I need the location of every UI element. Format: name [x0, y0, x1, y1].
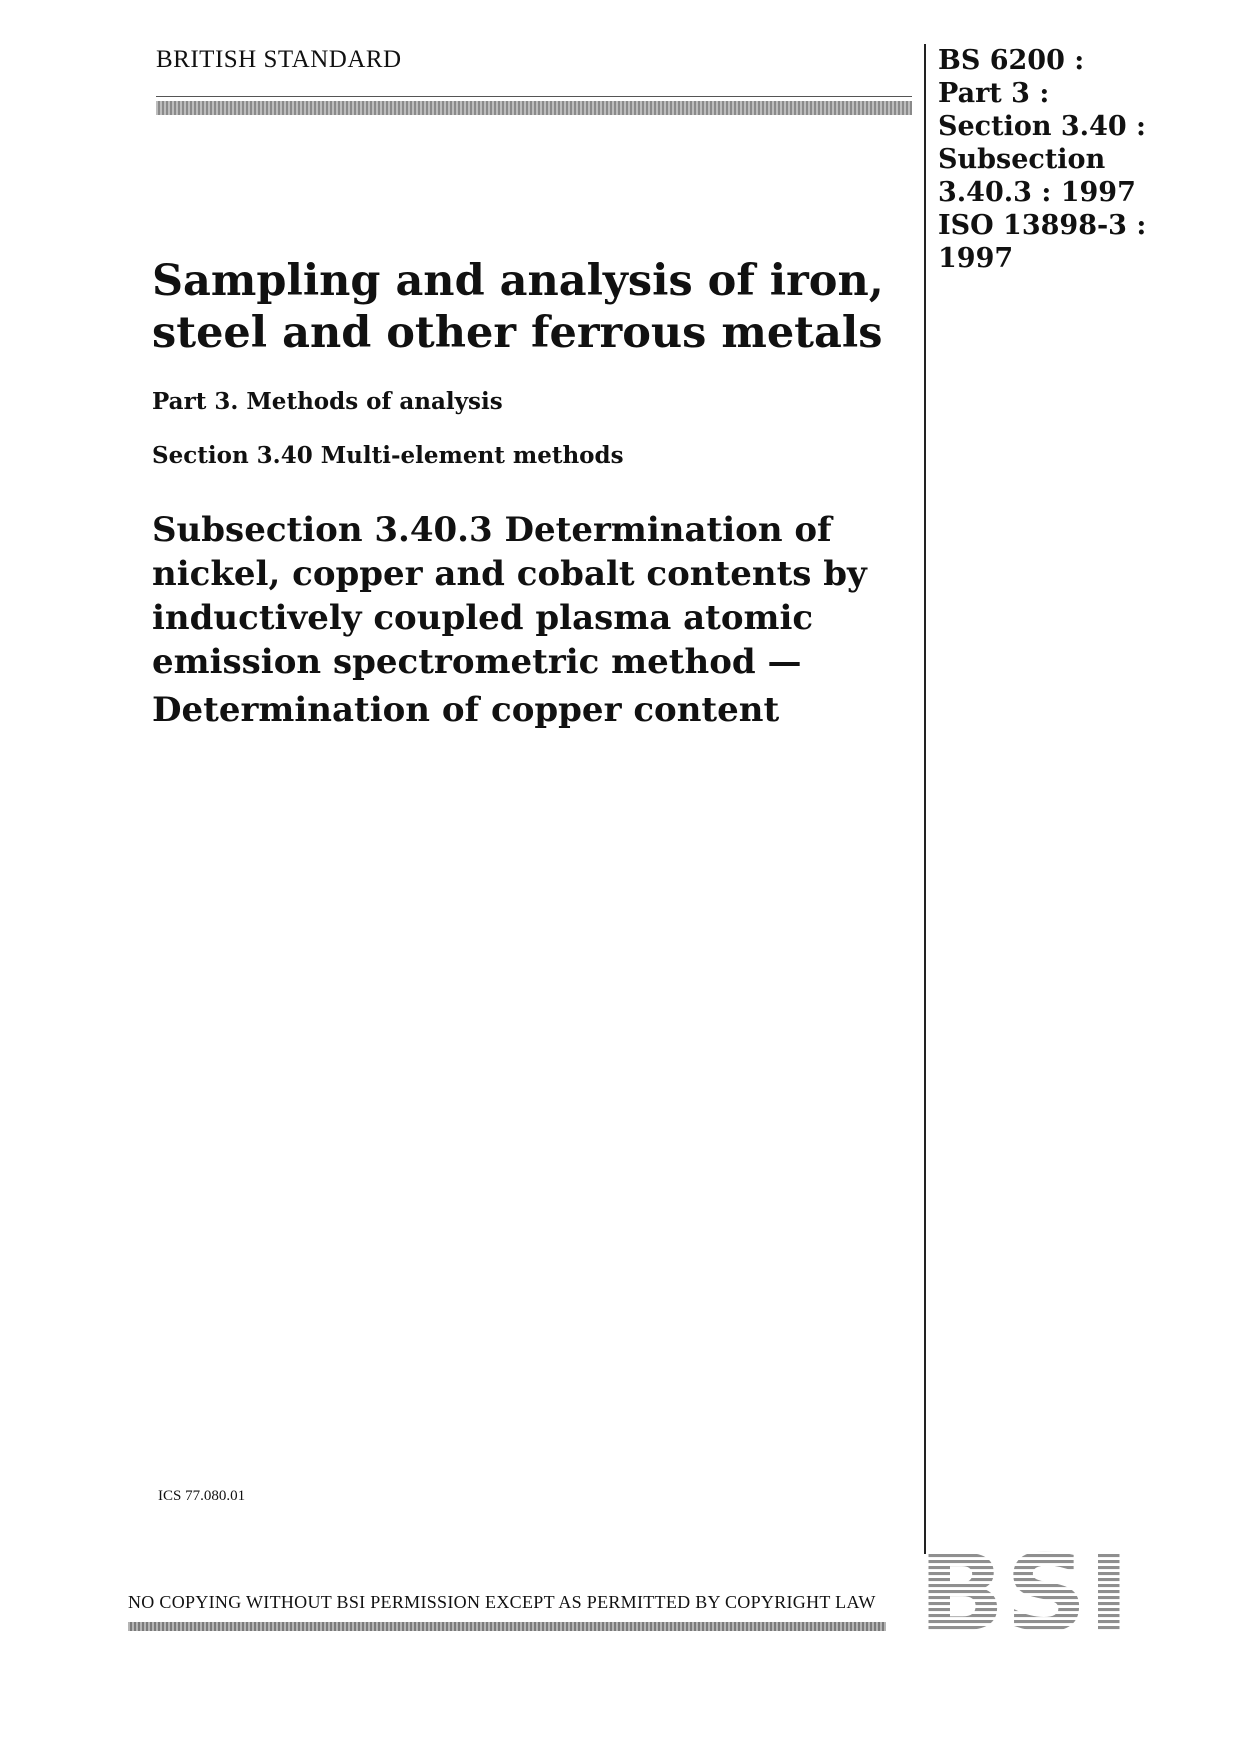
ics-code: ICS 77.080.01	[158, 1488, 246, 1504]
designation-line: Part 3 :	[938, 78, 1050, 109]
subsection-title	[152, 508, 912, 732]
footer-hatched-bar	[128, 1622, 886, 1631]
main-title: Sampling and analysis of iron, steel and other ferrous metals	[152, 256, 884, 358]
designation-line: Section 3.40 :	[938, 111, 1147, 142]
subsection-heading: Subsection 3.40.3 Determination of nickel, copper and cobalt contents by inductively coupled plasma atomic emission spectrometric method —	[152, 510, 867, 682]
designation-line: ISO 13898-3 :	[938, 210, 1147, 241]
vertical-divider	[924, 44, 926, 1554]
section-heading: Section 3.40 Multi-element methods	[152, 442, 624, 469]
part-heading: Part 3. Methods of analysis	[152, 388, 503, 415]
copyright-notice: NO COPYING WITHOUT BSI PERMISSION EXCEPT AS PERMITTED BY COPYRIGHT LAW	[128, 1592, 876, 1612]
designation-line: Subsection	[938, 144, 1106, 175]
designation-line: 1997	[938, 243, 1014, 274]
bsi-logo-text: BSI	[918, 1542, 1130, 1636]
subsection-subheading: Determination of copper content	[152, 690, 780, 730]
bsi-logo	[916, 1542, 1134, 1636]
header-rule	[156, 96, 912, 97]
standard-designation	[938, 44, 1146, 275]
header-label: BRITISH STANDARD	[156, 46, 402, 73]
designation-line: BS 6200 :	[938, 45, 1085, 76]
header-hatched-bar	[156, 101, 912, 115]
designation-line: 3.40.3 : 1997	[938, 177, 1136, 208]
